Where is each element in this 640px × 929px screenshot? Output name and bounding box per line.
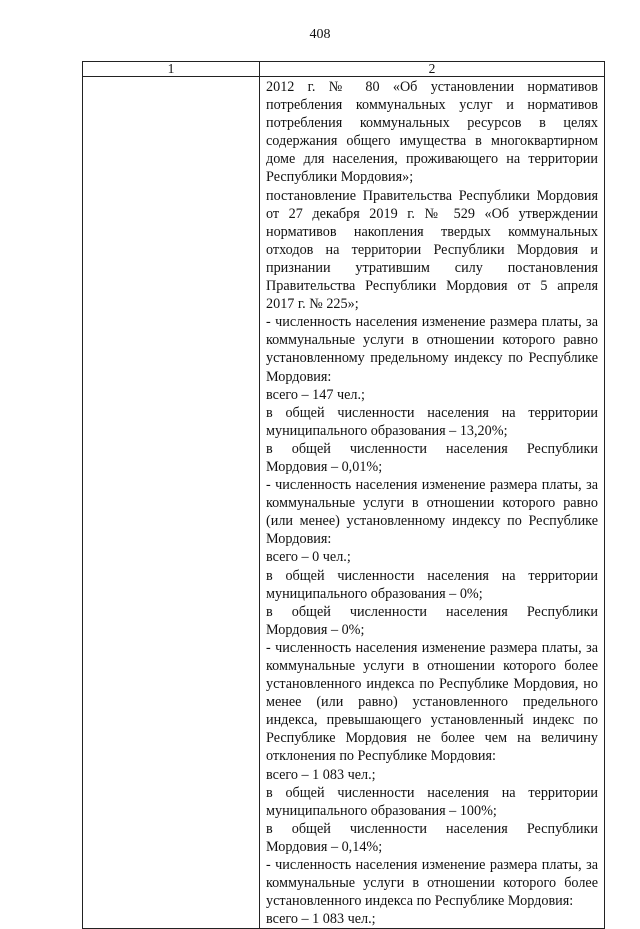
paragraph-population-above-index: - численность населения изменение размера платы, за коммунальные услуги в отношении которого более установленного индекса по Республике Мордовия: bbox=[266, 857, 598, 910]
document-table bbox=[82, 61, 605, 929]
paragraph-total-147: всего – 147 чел.; bbox=[266, 386, 365, 403]
page-number: 408 bbox=[309, 27, 331, 42]
paragraph-population-equal-max-index: - численность населения изменение размера платы, за коммунальные услуги в отношении которого равно установленному предельному индексу по Республике Мордовия: bbox=[266, 314, 598, 385]
paragraph-total-0: всего – 0 чел.; bbox=[266, 549, 351, 566]
cell-content bbox=[260, 77, 604, 928]
paragraph-municipal-share-100: в общей численности населения на территории муниципального образования – 100%; bbox=[266, 784, 598, 819]
paragraph-resolution-2019: постановление Правительства Республики Мордовия от 27 декабря 2019 г. № 529 «Об утверждении нормативов накопления твердых коммунальных отходов на территории Республики Мордовия и признании утратившим силу постановления Правительства Республики Мордовия от 5 апреля 2017 г. № 225»; bbox=[266, 187, 598, 313]
paragraph-republic-share-0-14: в общей численности населения Республики Мордовия – 0,14%; bbox=[266, 820, 598, 855]
paragraph-municipal-share-0: в общей численности населения на территории муниципального образования – 0%; bbox=[266, 567, 598, 602]
paragraph-population-equal-or-less-index: - численность населения изменение размера платы, за коммунальные услуги в отношении которого равно (или менее) установленному индексу по Республике Мордовия: bbox=[266, 477, 598, 548]
column-1-cell bbox=[83, 77, 260, 929]
table-header-row bbox=[83, 62, 605, 77]
paragraph-total-1083: всего – 1 083 чел.; bbox=[266, 766, 376, 783]
table-row bbox=[83, 77, 605, 929]
paragraph-republic-share-0: в общей численности населения Республики Мордовия – 0%; bbox=[266, 603, 598, 638]
column-header-1: 1 bbox=[83, 62, 260, 77]
paragraph-population-above-index-within-deviation: - численность населения изменение размера платы, за коммунальные услуги в отношении которого более установленного индекса по Республике Мордовия, но менее (или равно) установленного предельного индекса, превышающего установленный индекс по Республике Мордовия не более чем на величину отклонения по Республике Мордовия: bbox=[266, 639, 598, 765]
paragraph-republic-share-0-01: в общей численности населения Республики Мордовия – 0,01%; bbox=[266, 440, 598, 475]
paragraph-normative-act-2012: 2012 г. № 80 «Об установлении нормативов потребления коммунальных услуг и нормативов потребления коммунальных ресурсов в целях содержания общего имущества в многоквартирном доме для населения, проживающего на территории Республики Мордовия»; bbox=[266, 79, 598, 186]
column-2-cell bbox=[260, 77, 605, 929]
paragraph-total-1083-final: всего – 1 083 чел.; bbox=[266, 911, 376, 928]
paragraph-municipal-share-13-20: в общей численности населения на территории муниципального образования – 13,20%; bbox=[266, 404, 598, 439]
column-header-2: 2 bbox=[260, 62, 605, 77]
